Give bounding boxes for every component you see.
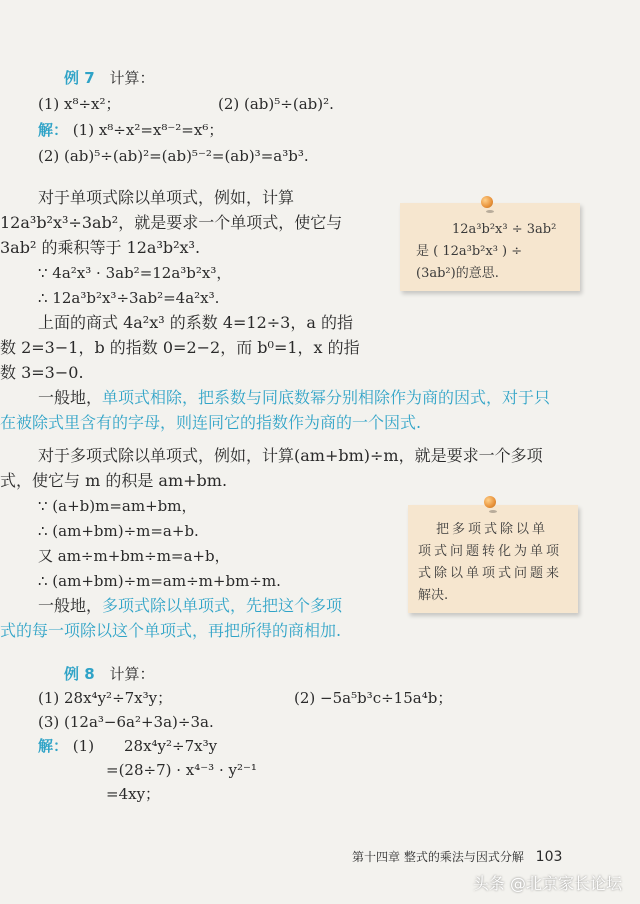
mono-paragraph-line2: 12a³b²x³÷3ab²，就是要求一个单项式，使它与 [0,213,343,232]
example8-q1: (1) 28x⁴y²÷7x³y； [38,689,173,707]
page-number: 103 [535,849,563,865]
poly-rule-text1: 多项式除以单项式，先把这个多项 [102,596,343,615]
mono-because: ∵ 4a²x³ · 3ab²=12a³b²x³， [38,264,232,282]
note1-line1: 12a³b²x³ ÷ 3ab² [452,222,557,237]
example8-label: 例 8 [64,665,95,683]
poly-paragraph-line1: 对于多项式除以单项式，例如，计算(am+bm)÷m，就是要求一个多项 [38,446,543,465]
example8-title: 计算： [109,665,155,683]
poly-rule-line2: 式的每一项除以这个单项式，再把所得的商相加. [0,621,342,640]
example8-solution-heading [38,736,94,756]
mono-paragraph-line4: 上面的商式 4a²x³ 的系数 4=12÷3，a 的指 [38,313,353,332]
poly-rule-prefix: 一般地， [38,596,103,615]
chapter-title: 第十四章 整式的乘法与因式分解 [352,850,524,864]
note1-line2: 是 ( 12a³b²x³ ) ÷ [416,244,523,259]
example7-solution-1-text: (1) x⁸÷x²=x⁸⁻²=x⁶； [72,121,224,139]
mono-paragraph-line3: 3ab² 的乘积等于 12a³b²x³. [0,238,201,257]
pushpin-icon [481,196,493,208]
poly-rule-line1 [38,596,342,616]
note2-line1: 把多项式除以单 [436,522,549,537]
poly-step4: ∴ (am+bm)÷m=am÷m+bm÷m. [38,572,281,590]
example8-solution-label: 解： [38,737,69,755]
mono-rule-line1 [38,388,550,408]
pushpin-icon [484,496,496,508]
poly-step3: 又 am÷m+bm÷m=a+b， [38,547,230,565]
mono-paragraph-line1: 对于单项式除以单项式，例如，计算 [38,188,295,207]
example7-solution-2: (2) (ab)⁵÷(ab)²=(ab)⁵⁻²=(ab)³=a³b³. [38,147,309,165]
mono-therefore: ∴ 12a³b²x³÷3ab²=4a²x³. [38,289,220,307]
note2-line3: 式除以单项式问题来 [418,566,563,581]
example7-heading [64,68,154,88]
mono-paragraph-line6: 数 3=3−0. [0,363,84,382]
mono-rule-prefix: 一般地， [38,388,103,407]
example8-solution-line1: 28x⁴y²÷7x³y [124,737,218,755]
note2-line2: 项式问题转化为单项 [418,544,563,559]
example7-solution-1 [38,120,223,140]
poly-paragraph-line2: 式，使它与 m 的积是 am+bm. [0,471,228,490]
example7-q2: (2) (ab)⁵÷(ab)². [218,95,334,113]
example8-q2: (2) −5a⁵b³c÷15a⁴b； [294,689,453,707]
mono-rule-text1: 单项式相除，把系数与同底数幂分别相除作为商的因式，对于只 [102,388,551,407]
note-card-2 [408,505,578,613]
example7-label: 例 7 [64,69,95,87]
example8-solution-line2: =(28÷7) · x⁴⁻³ · y²⁻¹ [106,761,257,779]
poly-step2: ∴ (am+bm)÷m=a+b. [38,522,199,540]
watermark-text: 头条 @北京家长论坛 [472,874,622,893]
note2-line4: 解决. [418,588,449,603]
example8-heading [64,664,154,684]
pin-shadow-2 [489,510,497,513]
example8-solution-line3: =4xy； [106,785,161,803]
example7-title: 计算： [109,69,155,87]
note-card-1 [400,203,580,291]
example7-solution-label: 解： [38,121,69,139]
page-footer [352,848,562,865]
example8-q3: (3) (12a³−6a²+3a)÷3a. [38,713,214,731]
mono-paragraph-line5: 数 2=3−1，b 的指数 0=2−2，而 b⁰=1，x 的指 [0,338,360,357]
note1-line3: (3ab²)的意思. [416,266,499,281]
example8-solution-number: (1) [72,737,95,755]
poly-step1: ∵ (a+b)m=am+bm， [38,497,197,515]
pin-shadow-1 [486,210,494,213]
example7-q1: (1) x⁸÷x²； [38,95,121,113]
mono-rule-line2: 在被除式里含有的字母，则连同它的指数作为商的一个因式. [0,413,422,432]
